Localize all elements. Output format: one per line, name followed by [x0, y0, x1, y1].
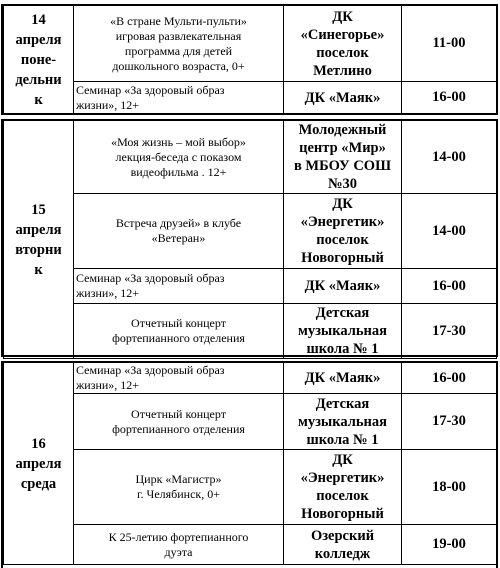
table-row — [4, 194, 497, 269]
table-row — [4, 363, 497, 394]
event-cell — [74, 450, 284, 525]
event-cell — [74, 194, 284, 269]
event-cell — [74, 525, 284, 565]
event-time: 16-00 — [432, 277, 466, 294]
table-row — [4, 394, 497, 450]
place-name: Озерский колледж — [310, 527, 375, 562]
time-cell — [402, 450, 497, 525]
event-title: «В стране Мульти-пульти» игровая развлекательная программа для детей дошкольного возраста, 0+ — [110, 13, 247, 73]
table-row — [4, 450, 497, 525]
event-title: Семинар «За здоровый образ жизни», 12+ — [76, 82, 225, 112]
event-time: 17-30 — [432, 413, 466, 429]
table-row — [4, 6, 497, 82]
place-cell — [284, 450, 402, 525]
event-cell — [74, 363, 284, 394]
place-cell — [284, 194, 402, 269]
time-cell — [402, 121, 497, 194]
place-cell — [284, 6, 402, 82]
event-cell — [74, 304, 284, 359]
event-title: Отчетный концерт фортепианного отделения — [112, 406, 245, 436]
event-time: 16-00 — [432, 369, 466, 386]
event-cell — [74, 394, 284, 450]
event-time: 14-00 — [432, 148, 466, 165]
event-title: Цирк «Магистр» г. Челябинск, 0+ — [135, 472, 222, 501]
time-cell — [402, 6, 497, 82]
place-name: Молодежный центр «Мир» в МБОУ СОШ №30 — [293, 122, 392, 192]
time-cell — [402, 82, 497, 114]
time-cell — [402, 304, 497, 359]
place-cell — [284, 525, 402, 565]
place-cell — [284, 304, 402, 359]
table-row — [4, 525, 497, 565]
event-time: 19-00 — [432, 536, 466, 552]
day-label: 16 апреля среда — [15, 435, 62, 492]
table-row — [4, 82, 497, 114]
event-cell — [74, 121, 284, 194]
event-cell — [74, 82, 284, 114]
table-row — [4, 121, 497, 194]
event-title: К 25-летию фортепианного дуэта — [108, 529, 249, 559]
day-table-14 — [3, 5, 497, 114]
day-cell — [4, 121, 74, 359]
place-name: ДК «Маяк» — [304, 89, 381, 106]
place-name: ДК «Маяк» — [304, 370, 381, 386]
event-time: 14-00 — [432, 222, 466, 239]
place-name: ДК «Энергетик» поселок Новогорный — [300, 452, 385, 522]
day-label: 15 апреля вторни к — [15, 201, 62, 278]
time-cell — [402, 394, 497, 450]
event-title: Семинар «За здоровый образ жизни», 12+ — [76, 363, 225, 392]
day-cell — [4, 363, 74, 565]
day-table-15 — [3, 120, 497, 359]
place-cell — [284, 363, 402, 394]
place-name: ДК «Энергетик» поселок Новогорный — [300, 196, 385, 266]
day-table-16 — [3, 362, 497, 565]
place-name: Детская музыкальная школа № 1 — [297, 305, 388, 357]
time-cell — [402, 363, 497, 394]
time-cell — [402, 269, 497, 304]
event-title: «Моя жизнь – мой выбор» лекция-беседа с показом видеофильма . 12+ — [111, 134, 246, 179]
table-row — [4, 304, 497, 359]
event-time: 17-30 — [432, 322, 466, 339]
event-time: 18-00 — [432, 478, 466, 495]
day-label: 14 апреля поне- дельни к — [15, 11, 62, 108]
place-cell — [284, 82, 402, 114]
place-name: ДК «Маяк» — [304, 278, 381, 294]
place-name: ДК «Синегорье» поселок Метлино — [300, 8, 385, 79]
place-cell — [284, 394, 402, 450]
table-row — [4, 269, 497, 304]
event-time: 16-00 — [432, 89, 466, 105]
day-cell — [4, 6, 74, 114]
time-cell — [402, 525, 497, 565]
event-title: Отчетный концерт фортепианного отделения — [112, 316, 245, 345]
event-cell — [74, 6, 284, 82]
event-title: Встреча друзей» в клубе «Ветеран» — [115, 216, 242, 245]
place-cell — [284, 121, 402, 194]
place-name: Детская музыкальная школа № 1 — [297, 395, 388, 448]
event-time: 11-00 — [432, 35, 466, 51]
place-cell — [284, 269, 402, 304]
event-title: Семинар «За здоровый образ жизни», 12+ — [76, 271, 225, 300]
event-cell — [74, 269, 284, 304]
time-cell — [402, 194, 497, 269]
